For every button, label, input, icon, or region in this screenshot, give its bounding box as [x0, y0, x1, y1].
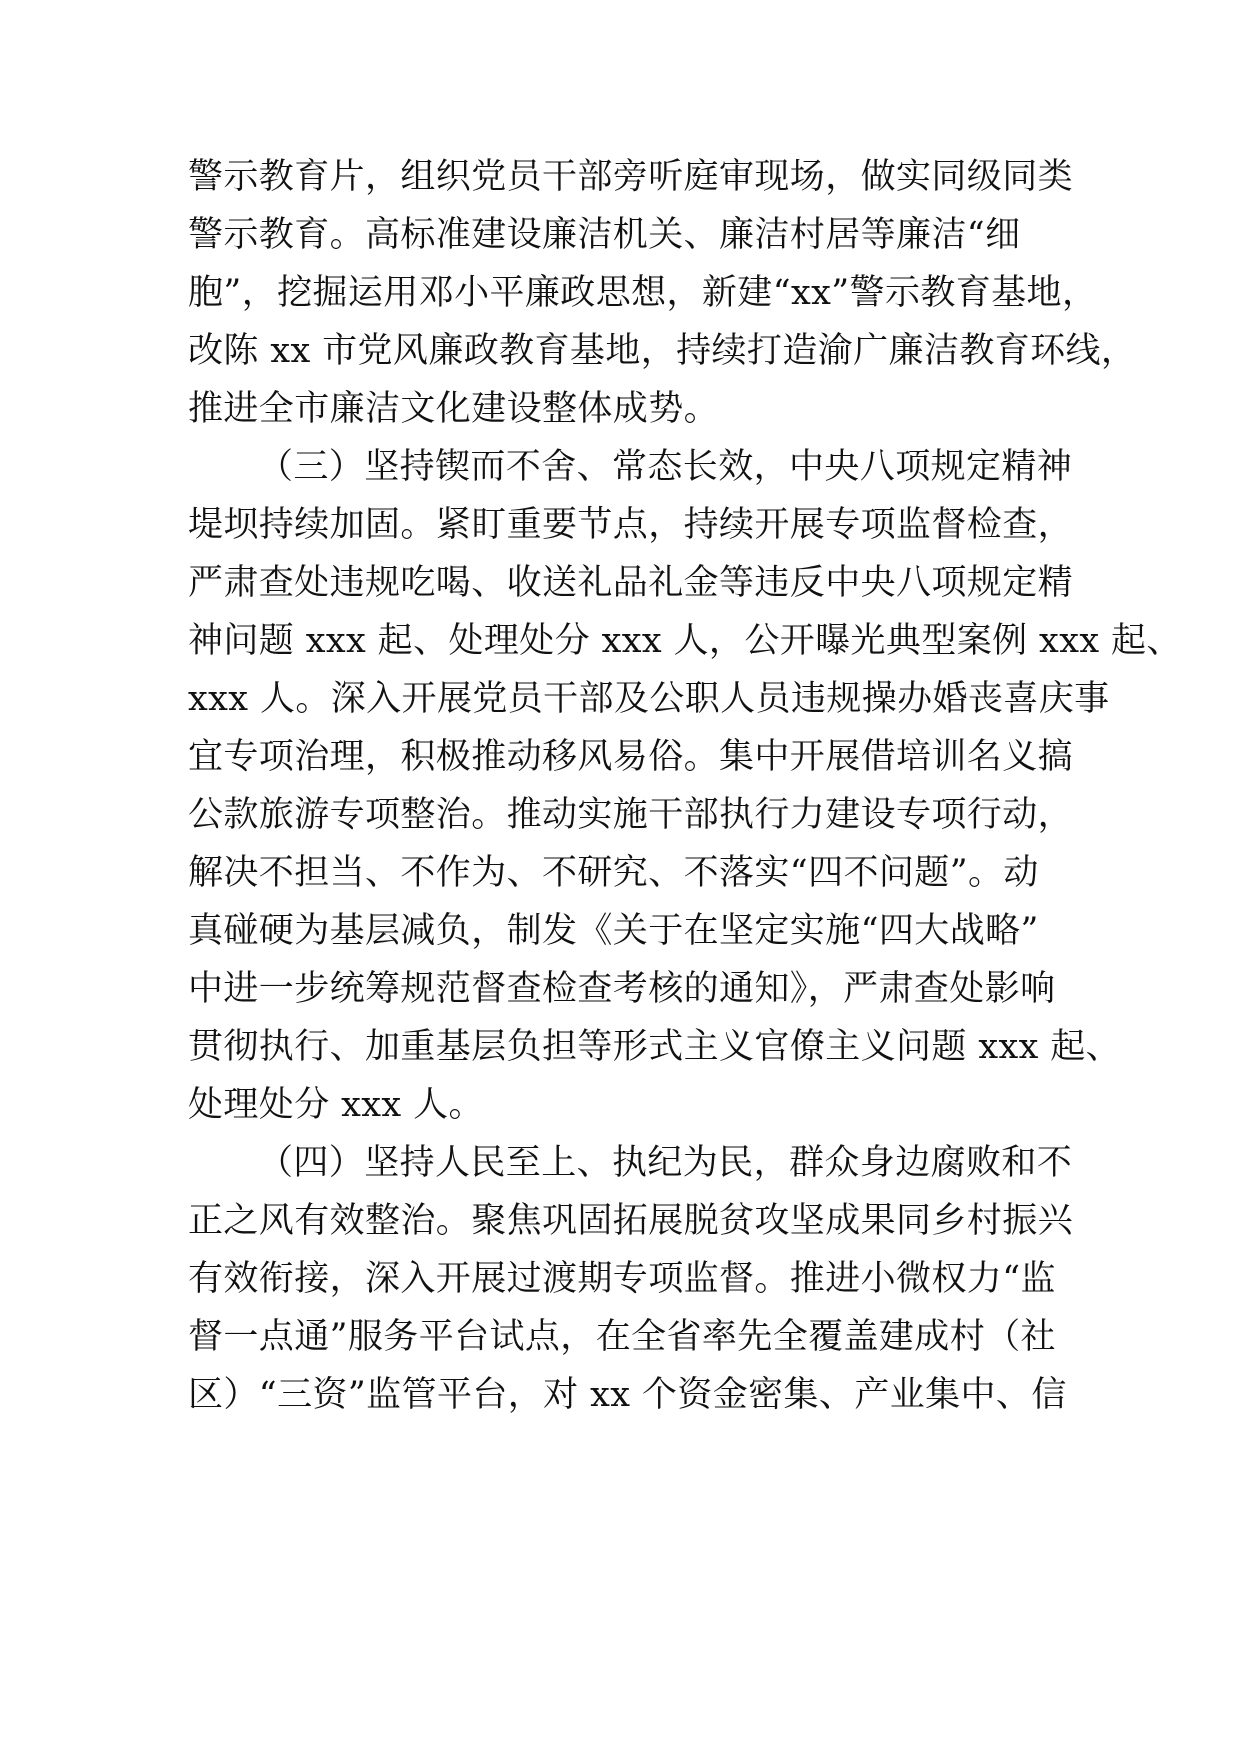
text-line: 区）“三资”监管平台，对 xx 个资金密集、产业集中、信 — [188, 1375, 1067, 1415]
text-line: 中进一步统筹规范督查检查考核的通知》，严肃查处影响 — [188, 969, 1056, 1009]
text-line: 督一点通”服务平台试点，在全省率先全覆盖建成村（社 — [188, 1317, 1056, 1357]
text-line: 堤坝持续加固。紧盯重要节点，持续开展专项监督检查， — [188, 505, 1074, 545]
text-line: 贯彻执行、加重基层负担等形式主义官僚主义问题 xxx 起、 — [188, 1027, 1122, 1067]
text-line: 正之风有效整治。聚焦巩固拓展脱贫攻坚成果同乡村振兴 — [188, 1201, 1074, 1241]
text-line: 真碰硬为基层减负，制发《关于在坚定实施“四大战略” — [188, 911, 1039, 951]
text-line: xxx 人。深入开展党员干部及公职人员违规操办婚丧喜庆事 — [188, 679, 1110, 719]
section-heading-three: （三）坚持锲而不舍、常态长效，中央八项规定精神 — [258, 447, 1073, 487]
text-line: 警示教育。高标准建设廉洁机关、廉洁村居等廉洁“细 — [188, 215, 1021, 255]
text-line: 解决不担当、不作为、不研究、不落实“四不问题”。动 — [188, 853, 1039, 893]
text-line: 警示教育片，组织党员干部旁听庭审现场，做实同级同类 — [188, 157, 1074, 197]
text-line: 严肃查处违规吃喝、收送礼品礼金等违反中央八项规定精 — [188, 563, 1074, 603]
text-line: 处理处分 xxx 人。 — [188, 1085, 484, 1125]
text-line: 公款旅游专项整治。推动实施干部执行力建设专项行动， — [188, 795, 1074, 835]
text-line: 宜专项治理，积极推动移风易俗。集中开展借培训名义搞 — [188, 737, 1074, 777]
text-line: 胞”，挖掘运用邓小平廉政思想，新建“xx”警示教育基地， — [188, 273, 1098, 313]
text-line: 有效衔接，深入开展过渡期专项监督。推进小微权力“监 — [188, 1259, 1056, 1299]
text-line: 神问题 xxx 起、处理处分 xxx 人，公开曝光典型案例 xxx 起、 — [188, 621, 1182, 661]
text-line: 改陈 xx 市党风廉政教育基地，持续打造渝广廉洁教育环线， — [188, 331, 1137, 371]
text-line: 推进全市廉洁文化建设整体成势。 — [188, 389, 720, 429]
section-heading-four: （四）坚持人民至上、执纪为民，群众身边腐败和不 — [258, 1143, 1073, 1183]
